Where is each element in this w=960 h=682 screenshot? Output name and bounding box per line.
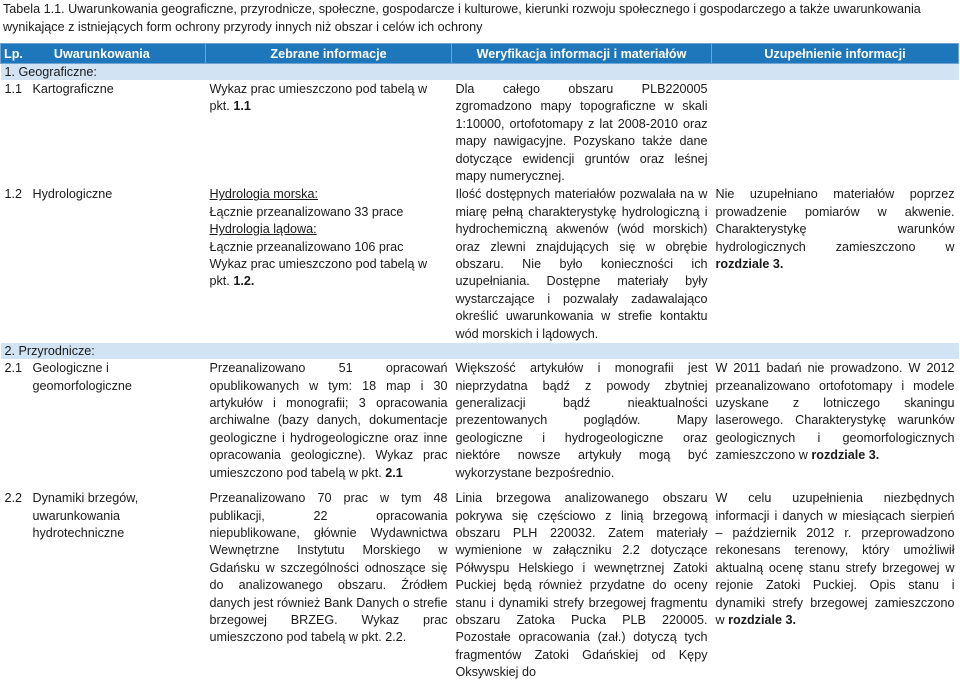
row-number: 2.1 [4,361,23,376]
info-ref: 1.2. [233,274,255,289]
category-cell [1,80,206,185]
supplement-ref: rozdziale 3. [811,448,880,463]
table-caption: Tabela 1.1. Uwarunkowania geograficzne, przyrodnicze, społeczne, gospodarcze i kulturowe, kierunki rozwoju społecznego i gospodarczego a także uwarunkowania wynikające z istniejących form ochrony przyrody innych niż obszar i celów ich ochrony [3,2,921,34]
row-category: Kartograficzne [32,82,114,96]
category-cell [1,489,206,681]
supplement-cell [712,80,959,185]
header-lp-uwarunkowania [1,44,206,64]
table-row [1,489,959,681]
supplement-text: W celu uzupełnienia niezbędnych informacji i danych w miesiącach sierpień – październik 2012 r. przeprowadzono rekonesans terenowy, który umożliwił aktualną ocenę stanu strefy brzegowej w rejonie Zatoki Puckiej. Opis stanu i dynamiki strefy brzegowej zamieszczono w [715,491,955,627]
info-text: Łącznie przeanalizowano 106 prac [209,239,404,254]
header-lp: Lp. [4,46,23,61]
supplement-text: W 2011 badań nie prowadzono. W 2012 przeanalizowano ortofotomapy i modele uzyskane z lotniczego skaningu laserowego. Charakterystykę warunków geologicznych i geomorfologicznych zamieszczono w [715,361,955,463]
info-cell [206,359,452,489]
verification-cell: Większość artykułów i monografii jest nieprzydatna bądź z powody zbytniej generalizacji bądź nieaktualności prezentowanych poglądów. Mapy geologiczne i hydrogeologiczne oraz niektóre nowsze artykuły mogą być wykorzystane bezpośrednio. [455,361,708,480]
conditions-table [0,43,959,682]
verification-cell: Linia brzegowa analizowanego obszaru pokrywa się częściowo z linią brzegową obszaru PLH 220032. Zatem materiały wymienione w załączniku 2.2 dotyczące Półwyspu Helskiego i wewnętrznej Zatoki Puckiej będą również przydatne do oceny stanu i dynamiki strefy brzegowej fragmentu obszaru Zatoka Pucka PLB 220005. Pozostałe opracowania (zał.) dotyczą tych fragmentów Zatoki Gdańskiej od Kępy Oksywskiej do [455,491,708,680]
info-ref: 1.1 [233,99,251,114]
header-weryfikacja: Weryfikacja informacji i materiałów [452,44,712,64]
info-cell [206,185,452,343]
info-text: Wykaz prac umieszczono pod tabelą w pkt. [209,82,428,114]
row-category: Geologiczne i geomorfologiczne [32,361,132,393]
header-uzupelnienie: Uzupełnienie informacji [712,44,959,64]
row-number: 2.2 [4,491,23,506]
supplement-ref: rozdziale 3. [728,612,796,627]
section-label: 2. Przyrodnicze: [1,343,959,359]
table-row [1,80,959,185]
row-category: Hydrologiczne [32,187,113,202]
info-heading: Hydrologia lądowa: [209,222,317,237]
row-number: 1.1 [4,82,23,96]
row-category: Dynamiki brzegów, uwarunkowania hydrotechniczne [32,491,139,540]
header-zebrane: Zebrane informacje [206,44,452,64]
info-ref: 2.1 [385,465,403,480]
supplement-text: Nie uzupełniano materiałów poprzez prowadzenie pomiarów w akwenie. Charakterystykę warunków hydrologicznych zamieszczono w [715,187,955,254]
table-row [1,185,959,343]
header-uwarunkowania: Uwarunkowania [53,46,150,61]
info-text: Przeanalizowano 51 opracowań opublikowanych w tym: 18 map i 30 artykułów i monografii; 3 opracowania archiwalne (bazy danych, dokumentacje geologiczne i hydrogeologiczne oraz inne opracowania geologiczne). Wykaz prac umieszczono pod tabelą w pkt. [209,361,448,480]
table-row [1,359,959,489]
supplement-cell [712,359,959,489]
row-number: 1.2 [4,187,23,202]
section-row-przyrodnicze [1,343,959,359]
supplement-ref: rozdziale 3. [715,257,784,272]
category-cell [1,359,206,489]
supplement-cell [712,489,959,681]
category-cell [1,185,206,343]
table-header-row [1,44,959,64]
verification-cell: Dla całego obszaru PLB220005 zgromadzono mapy topograficzne w skali 1:10000, ortofotomapy z lat 2008-2010 oraz mapy nawigacyjne. Pozyskano także dane dotyczące ewidencji gruntów oraz leśnej mapy numerycznej. [455,82,708,184]
info-text: Łącznie przeanalizowano 33 prace [209,204,404,219]
info-cell: Przeanalizowano 70 prac w tym 48 publikacji, 22 opracowania niepublikowane, głównie Wydawnictwa Wewnętrzne Instytutu Morskiego w Gdańsku w szczególności odnoszące się do analizowanego obszaru. Źródłem danych jest również Bank Danych o strefie brzegowej BRZEG. Wykaz prac umieszczono pod tabelą w pkt. 2.2. [209,491,448,645]
info-heading: Hydrologia morska: [209,187,318,202]
supplement-cell [712,185,959,343]
verification-cell: Ilość dostępnych materiałów pozwalała na w miarę pełną charakterystykę hydrologiczną i hydrochemiczną akwenów (wód morskich) oraz zlewni znajdujących się w obrębie obszaru. Nie było konieczności ich uzupełniania. Dostępne materiały były wystarczające i pozwalały zadawalająco określić uwarunkowania w strefie kontaktu wód morskich i lądowych. [455,187,708,341]
section-label: 1. Geograficzne: [1,64,959,81]
section-row-geograficzne [1,64,959,81]
info-cell [206,80,452,185]
info-text: Wykaz prac umieszczono pod tabelą w pkt. [209,257,428,289]
